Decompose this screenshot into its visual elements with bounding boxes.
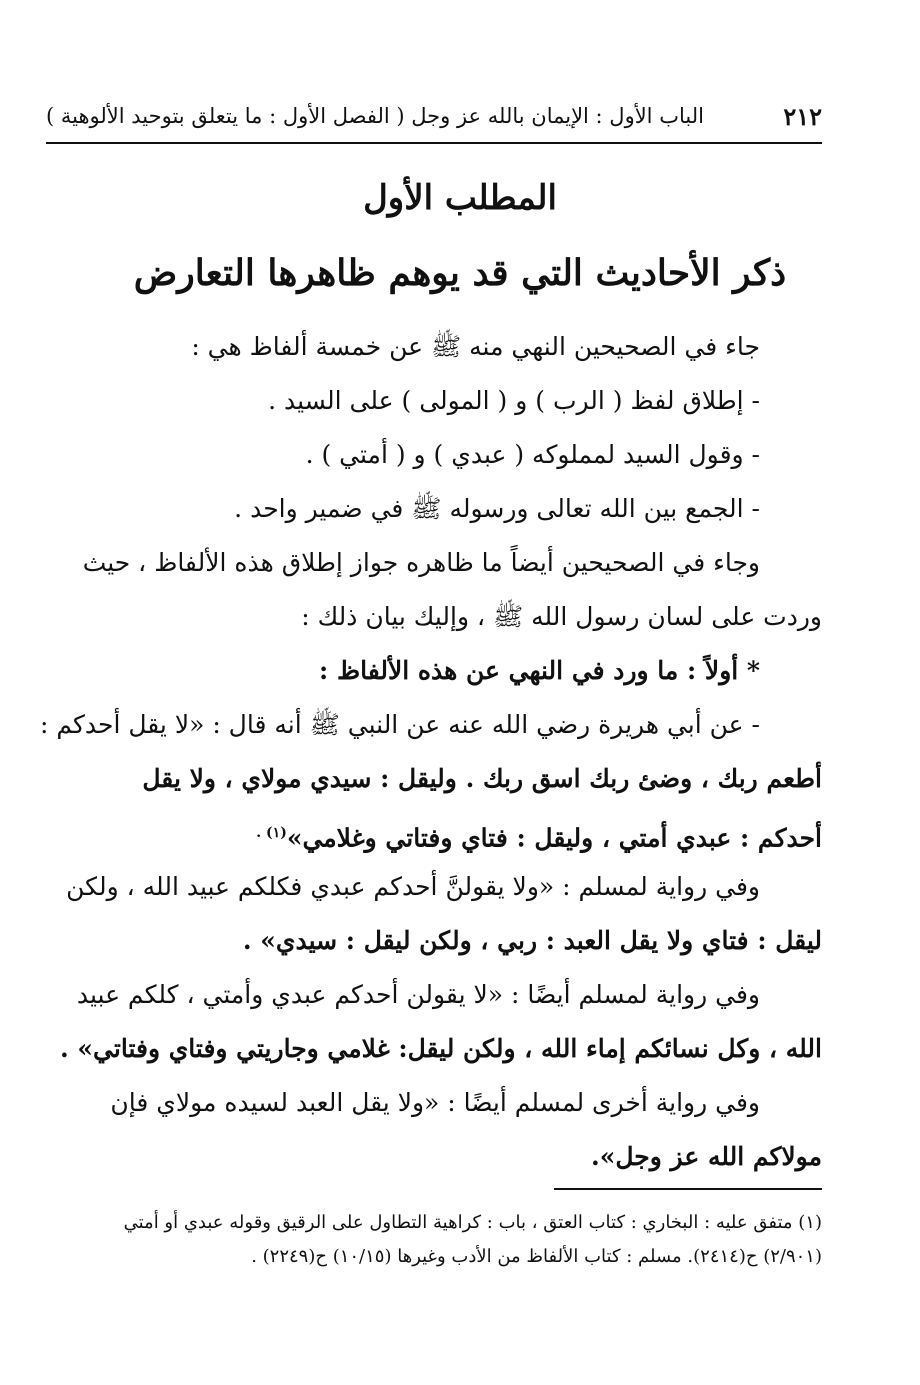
footnote-line: (١) متفق عليه : البخاري : كتاب العتق ، باب : كراهية التطاول على الرقيق وقوله عبدي أو أمتي	[123, 1212, 822, 1233]
paragraph-line: وفي رواية أخرى لمسلم أيضًا : «ولا يقل العبد لسيده مولاي فإن	[110, 1088, 760, 1117]
page-number: ٢١٢	[783, 102, 822, 131]
hadith-line: أطعم ربك ، وضئ ربك اسق ربك . وليقل : سيدي مولاي ، ولا يقل	[142, 764, 822, 793]
footnote-line: (٢/٩٠١) ح(٢٤١٤). مسلم : كتاب الألفاظ من الأدب وغيرها (١٠/١٥) ح(٢٢٤٩) .	[251, 1246, 822, 1267]
paragraph-line: وجاء في الصحيحين أيضاً ما ظاهره جواز إطلاق هذه الألفاظ ، حيث	[82, 548, 760, 577]
footnote-marker: (١) .	[256, 825, 287, 841]
hadith-line: ليقل : فتاي ولا يقل العبد : ربي ، ولكن ليقل : سيدي» .	[242, 926, 822, 955]
subheading: * أولاً : ما ورد في النهي عن هذه الألفاظ :	[319, 656, 760, 685]
hadith-line: الله ، وكل نسائكم إماء الله ، ولكن ليقل: غلامي وجاريتي وفتاي وفتاتي» .	[60, 1034, 822, 1063]
page-header	[46, 96, 822, 144]
hadith-line	[46, 806, 822, 860]
section-title: ذكر الأحاديث التي قد يوهم ظاهرها التعارض	[133, 252, 787, 294]
paragraph-line: جاء في الصحيحين النهي منه ﷺ عن خمسة ألفاظ هي :	[191, 332, 760, 361]
paragraph-line: - الجمع بين الله تعالى ورسوله ﷺ في ضمير واحد .	[234, 494, 760, 523]
paragraph-line: - عن أبي هريرة رضي الله عنه عن النبي ﷺ أنه قال : «لا يقل أحدكم :	[39, 710, 760, 739]
paragraph-line: وردت على لسان رسول الله ﷺ ، وإليك بيان ذلك :	[301, 602, 822, 631]
paragraph-line: وفي رواية لمسلم : «ولا يقولنَّ أحدكم عبدي فكلكم عبيد الله ، ولكن	[66, 872, 760, 901]
footnotes	[46, 1206, 822, 1274]
section-label: المطلب الأول	[363, 178, 557, 218]
running-head: الباب الأول : الإيمان بالله عز وجل ( الفصل الأول : ما يتعلق بتوحيد الألوهية )	[46, 104, 704, 128]
paragraph-line: - إطلاق لفظ ( الرب ) و ( المولى ) على السيد .	[268, 386, 760, 415]
hadith-line: مولاكم الله عز وجل».	[591, 1142, 822, 1171]
paragraph-line: وفي رواية لمسلم أيضًا : «لا يقولن أحدكم عبدي وأمتي ، كلكم عبيد	[76, 980, 760, 1009]
hadith-text: أحدكم : عبدي أمتي ، وليقل : فتاي وفتاتي وغلامي»	[286, 823, 822, 853]
paragraph-line: - وقول السيد لمملوكه ( عبدي ) و ( أمتي ) .	[305, 440, 760, 469]
main-text	[39, 320, 822, 1184]
footnote-divider	[554, 1188, 822, 1190]
